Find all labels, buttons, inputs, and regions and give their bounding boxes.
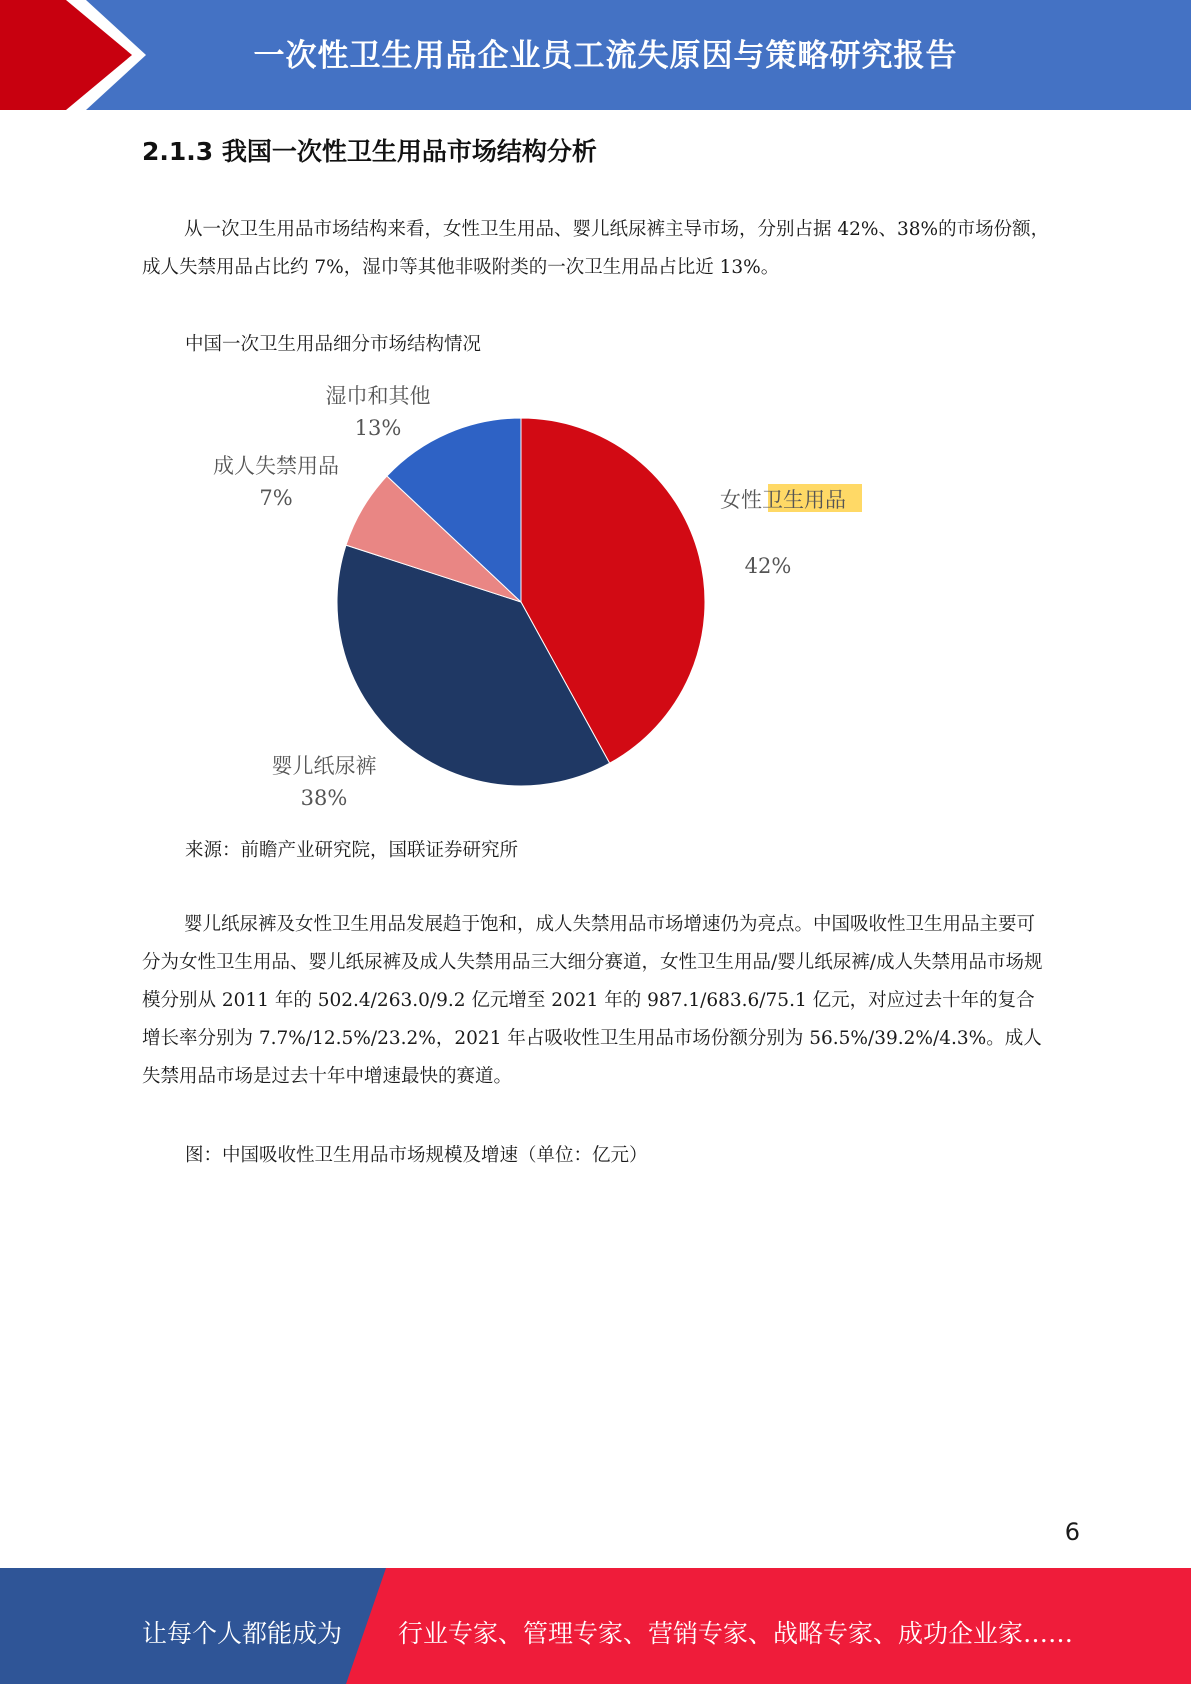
- chart-title: 中国一次卫生用品细分市场结构情况: [185, 334, 482, 355]
- header-band: [0, 0, 1191, 110]
- pie-value-baby-diapers: 38%: [300, 786, 348, 810]
- report-title: 一次性卫生用品企业员工流失原因与策略研究报告: [253, 38, 958, 74]
- page-number: 6: [1064, 1518, 1080, 1546]
- pie-value-wipes-others: 13%: [354, 416, 402, 440]
- section-heading: 2.1.3 我国一次性卫生用品市场结构分析: [142, 137, 597, 166]
- intro-paragraph: 从一次卫生用品市场结构来看，女性卫生用品、婴儿纸尿裤主导市场，分别占据 42%、38%的市场份额，成人失禁用品占比约 7%，湿巾等其他非吸附类的一次卫生用品占比近 13%。: [142, 219, 1050, 278]
- footer-slogan-right: 行业专家、管理专家、营销专家、战略专家、成功企业家……: [398, 1619, 1074, 1648]
- source-note: 来源：前瞻产业研究院，国联证券研究所: [185, 840, 519, 861]
- pie-label-adult-incontinence: 成人失禁用品: [213, 454, 339, 478]
- market-growth-paragraph: 婴儿纸尿裤及女性卫生用品发展趋于饱和，成人失禁用品市场增速仍为亮点。中国吸收性卫生用品主要可分为女性卫生用品、婴儿纸尿裤及成人失禁用品三大细分赛道，女性卫生用品/婴儿纸尿裤/成人失禁用品市场规模分别从 2011 年的 502.4/263.0/9.2 亿元增至 2021 年的 987.1/683.6/75.1 亿元，对应过去十年的复合增长率分别为 7.7%/12.5%/23.2%，2021 年占吸收性卫生用品市场份额分别为 56.5%/39.2%/4.3%。成人失禁用品市场是过去十年中增速最快的赛道。: [142, 914, 1043, 1087]
- pie-label-wipes-others: 湿巾和其他: [325, 384, 431, 408]
- figure-caption: 图：中国吸收性卫生用品市场规模及增速（单位：亿元）: [185, 1145, 648, 1166]
- pie-label-female-hygiene: 女性卫生用品: [720, 488, 846, 512]
- pie-label-baby-diapers: 婴儿纸尿裤: [271, 754, 377, 778]
- market-structure-pie-chart: [0, 360, 1191, 820]
- pie-value-female-hygiene: 42%: [744, 554, 792, 578]
- footer-slogan-left: 让每个人都能成为: [142, 1619, 343, 1648]
- pie-value-adult-incontinence: 7%: [259, 486, 293, 510]
- footer-band: [0, 1568, 1191, 1684]
